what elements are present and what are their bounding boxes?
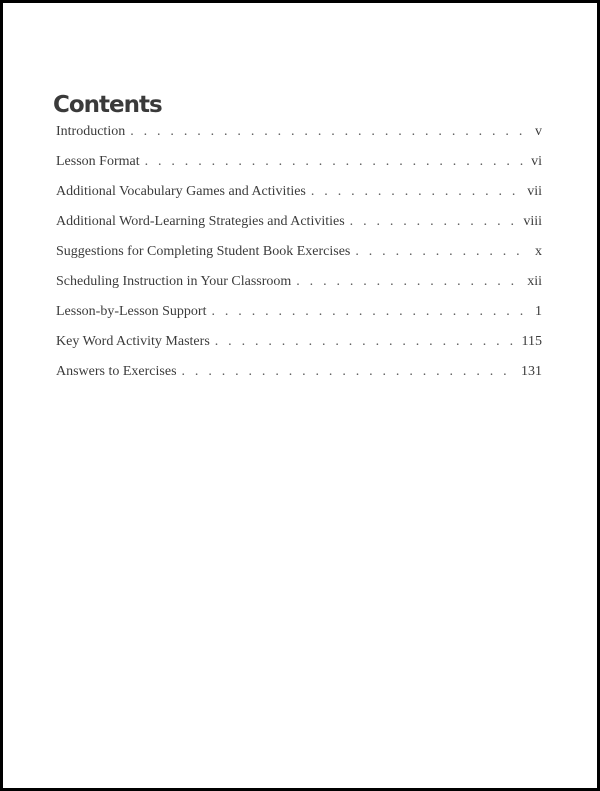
dot-leader — [355, 244, 530, 260]
toc-entry — [56, 364, 542, 394]
toc-entry-label: Key Word Activity Masters — [56, 334, 210, 349]
contents-title: Contents — [53, 92, 162, 118]
toc-entry-page: 1 — [535, 304, 542, 319]
dot-leader — [215, 334, 517, 350]
toc-entry-page: x — [535, 244, 542, 259]
toc-entry — [56, 334, 542, 364]
toc-entry — [56, 124, 542, 154]
dot-leader — [145, 154, 527, 170]
dot-leader — [311, 184, 522, 200]
toc-entry-label: Suggestions for Completing Student Book Exercises — [56, 244, 351, 259]
toc-entry — [56, 154, 542, 184]
toc-entry-page: 115 — [521, 334, 542, 349]
toc-entry-page: 131 — [521, 364, 542, 379]
toc-entry-page: viii — [523, 214, 542, 229]
toc-entry-page: xii — [527, 274, 542, 289]
document-page — [3, 3, 597, 788]
dot-leader — [350, 214, 519, 230]
dot-leader — [182, 364, 516, 380]
toc-entry-page: v — [535, 124, 542, 139]
toc-entry — [56, 274, 542, 304]
dot-leader — [130, 124, 530, 140]
toc-entry-page: vi — [531, 154, 542, 169]
table-of-contents — [56, 124, 542, 394]
toc-entry-page: vii — [527, 184, 542, 199]
toc-entry — [56, 304, 542, 334]
dot-leader — [296, 274, 522, 290]
toc-entry-label: Lesson Format — [56, 154, 140, 169]
toc-entry-label: Scheduling Instruction in Your Classroom — [56, 274, 292, 289]
toc-entry-label: Answers to Exercises — [56, 364, 177, 379]
toc-entry — [56, 244, 542, 274]
toc-entry-label: Introduction — [56, 124, 126, 139]
toc-entry — [56, 184, 542, 214]
toc-entry-label: Lesson-by-Lesson Support — [56, 304, 207, 319]
toc-entry — [56, 214, 542, 244]
dot-leader — [212, 304, 531, 320]
toc-entry-label: Additional Word-Learning Strategies and Activities — [56, 214, 345, 229]
toc-entry-label: Additional Vocabulary Games and Activities — [56, 184, 306, 199]
